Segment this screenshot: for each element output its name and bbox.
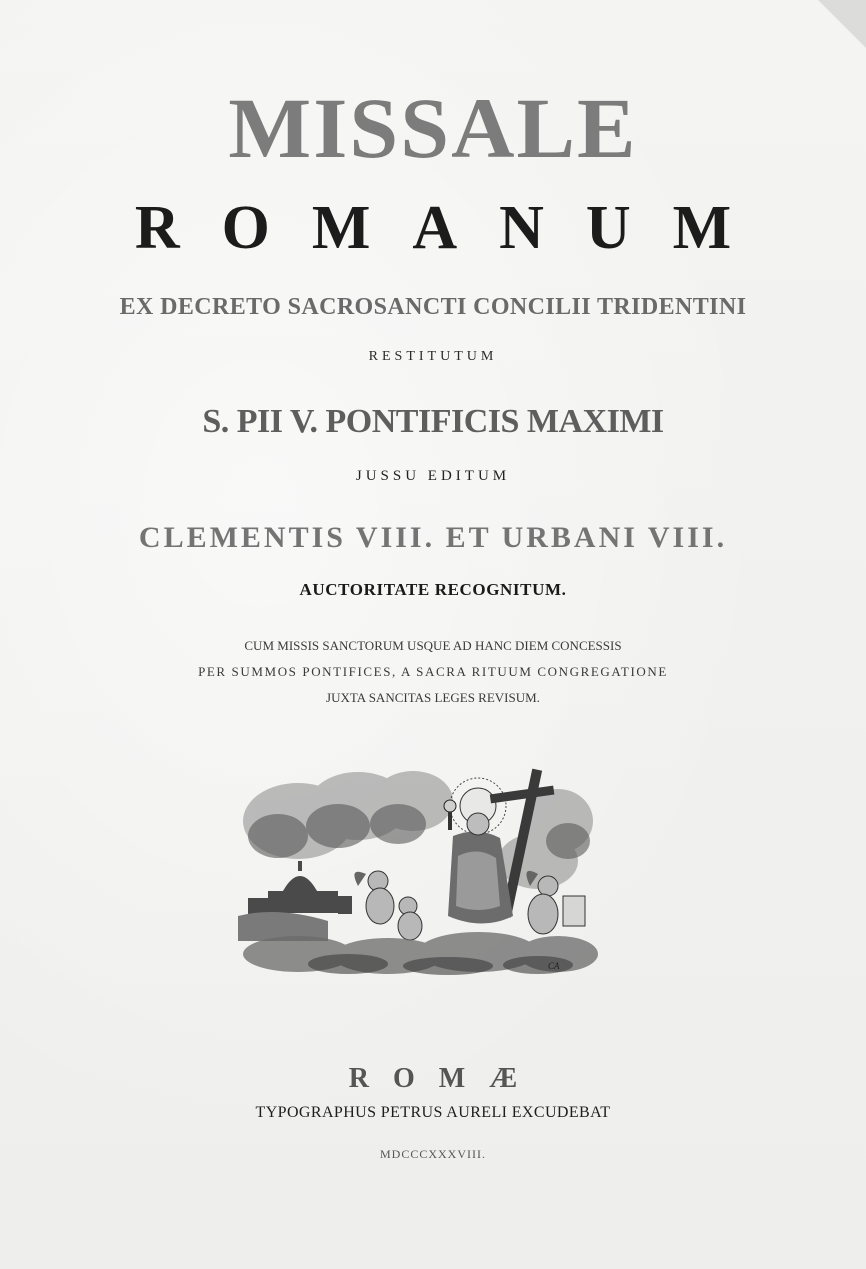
clementis-urbani: CLEMENTIS VIII. ET URBANI VIII.: [138, 521, 728, 554]
note-line-3: JUXTA SANCITAS LEGES REVISUM.: [326, 690, 540, 705]
imprint-printer: TYPOGRAPHUS PETRUS AURELI EXCUDEBAT: [255, 1104, 611, 1121]
page-corner-fold: [818, 0, 866, 48]
note-line-2: PER SUMMOS PONTIFICES, A SACRA RITUUM CONGREGATIONE: [198, 664, 668, 679]
title-missale: MISSALE: [228, 80, 638, 176]
engraving-vignette-icon: [238, 766, 598, 976]
restitutum-text: RESTITUTUM: [368, 349, 498, 364]
jussu-text: JUSSU EDITUM: [355, 468, 511, 484]
title-romanum: ROMANUM: [134, 194, 774, 262]
imprint-year: MDCCCXXXVIII.: [380, 1147, 486, 1161]
pope-name: S. PII V. PONTIFICIS MAXIMI: [202, 403, 664, 440]
imprint-place: ROMÆ: [348, 1063, 542, 1094]
subtitle-decreto: EX DECRETO SACROSANCTI CONCILII TRIDENTINI: [119, 294, 747, 320]
auctoritate-text: AUCTORITATE RECOGNITUM.: [299, 580, 567, 599]
note-line-1: CUM MISSIS SANCTORUM USQUE AD HANC DIEM CONCESSIS: [244, 638, 622, 653]
engraver-signature: CA: [548, 961, 560, 971]
